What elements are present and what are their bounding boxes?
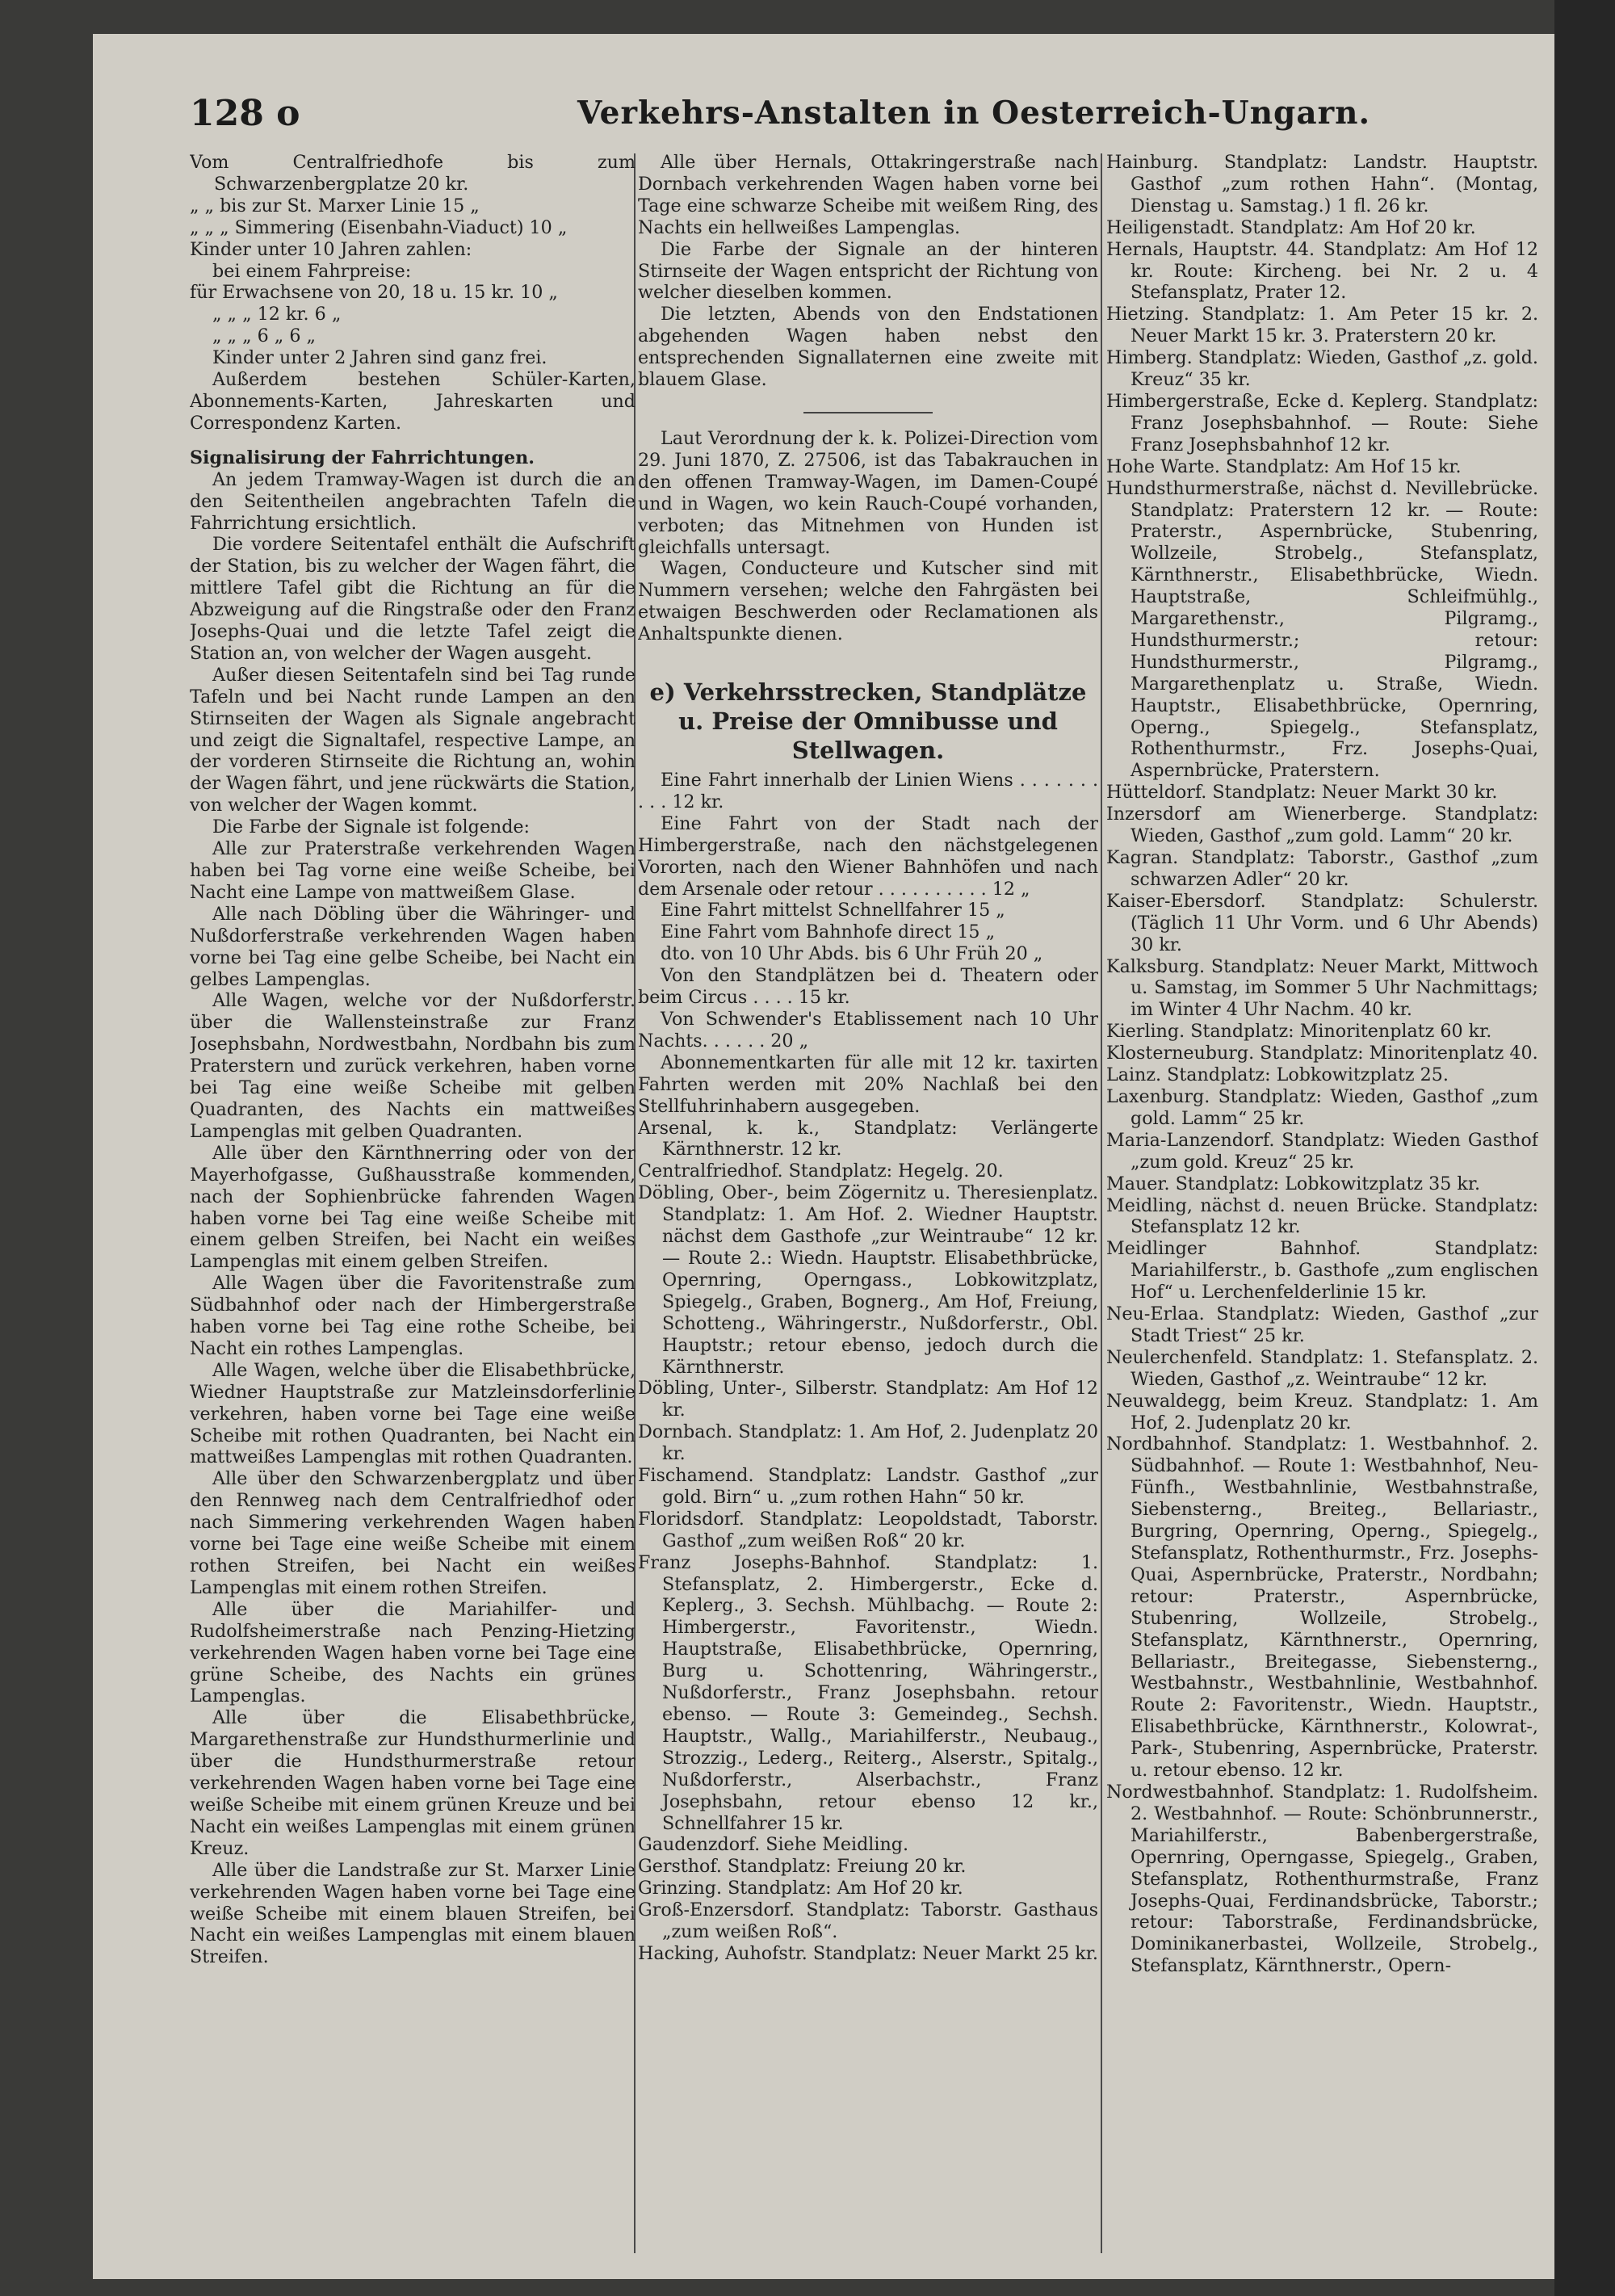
directory-entry: Groß-Enzersdorf. Standplatz: Taborstr. Gasthaus „zum weißen Roß“.: [638, 1899, 1098, 1943]
directory-entry: Lainz. Standplatz: Lobkowitzplatz 25.: [1106, 1064, 1449, 1086]
fare-line: bei einem Fahrpreise:: [212, 260, 412, 282]
fare-line: für Erwachsene von 20, 18 u. 15 kr. 10 „: [190, 282, 558, 304]
paragraph: Alle Wagen über die Favoritenstraße zum Südbahnhof oder nach der Himbergerstraße haben vorne bei Tag eine rothe Scheibe, bei Nacht ein rothes Lampenglas.: [190, 1273, 636, 1359]
directory-entry: Himberg. Standplatz: Wieden, Gasthof „z. gold. Kreuz“ 35 kr.: [1106, 347, 1538, 391]
directory-entry: Kaiser-Ebersdorf. Standplatz: Schulerstr. (Täglich 11 Uhr Vorm. und 6 Uhr Abends) 30 kr.: [1106, 890, 1538, 955]
directory-entry: Grinzing. Standplatz: Am Hof 20 kr.: [638, 1878, 963, 1899]
directory-entry: Hainburg. Standplatz: Landstr. Hauptstr. Gasthof „zum rothen Hahn“. (Montag, Dienstag u. Samstag.) 1 fl. 26 kr.: [1106, 152, 1538, 216]
directory-entry: Hohe Warte. Standplatz: Am Hof 15 kr.: [1106, 455, 1462, 477]
directory-entry: Mauer. Standplatz: Lobkowitzplatz 35 kr.: [1106, 1173, 1481, 1194]
fare-line: „ „ bis zur St. Marxer Linie 15 „: [190, 195, 480, 216]
fare-line: „ „ „ 6 „ 6 „: [212, 325, 317, 347]
column-middle: [638, 152, 1098, 2260]
paragraph: An jedem Tramway-Wagen ist durch die an den Seitentheilen angebrachten Tafeln die Fahrrichtung ersichtlich.: [190, 468, 636, 534]
paragraph: Alle über die Mariahilfer- und Rudolfsheimerstraße nach Penzing-Hietzing verkehrenden Wagen haben vorne bei Tage eine grüne Scheibe, des Nachts ein grünes Lampenglas.: [190, 1598, 636, 1707]
column-left: [190, 152, 636, 2260]
directory-entry: Klosterneuburg. Standplatz: Minoritenplatz 40.: [1106, 1043, 1538, 1064]
section-subheading: Signalisirung der Fahrrichtungen.: [190, 447, 535, 468]
directory-entry: Kagran. Standplatz: Taborstr., Gasthof „zum schwarzen Adler“ 20 kr.: [1106, 847, 1538, 890]
directory-entry: Gersthof. Standplatz: Freiung 20 kr.: [638, 1856, 967, 1878]
paragraph: Alle über die Elisabethbrücke, Margarethenstraße zur Hundsthurmerlinie und über die Hundsthurmerstraße retour verkehrenden Wagen haben vorne bei Tage eine weiße Scheibe mit einem grünen Kreuze und bei Nacht ein weißes Lampenglas mit einem grünen Kreuz.: [190, 1707, 636, 1859]
directory-entry: Dornbach. Standplatz: 1. Am Hof, 2. Judenplatz 20 kr.: [638, 1421, 1098, 1465]
directory-entry: Neu-Erlaa. Standplatz: Wieden, Gasthof „zur Stadt Triest“ 25 kr.: [1106, 1303, 1538, 1346]
column-rule: [1101, 153, 1102, 2253]
paragraph: Die Farbe der Signale ist folgende:: [212, 816, 531, 838]
directory-entry: Maria-Lanzendorf. Standplatz: Wieden Gasthof „zum gold. Kreuz“ 25 kr.: [1106, 1129, 1538, 1173]
fare-line: „ „ „ 12 kr. 6 „: [212, 304, 342, 325]
fare-line: Vom Centralfriedhofe bis zum Schwarzenbergplatze 20 kr.: [190, 152, 636, 195]
paragraph: Alle über den Schwarzenbergplatz und über den Rennweg nach dem Centralfriedhof oder nach Simmering verkehrenden Wagen haben vorne bei Tage eine weiße Scheibe mit einem rothen Streifen, bei Nacht ein weißes Lampenglas mit einem rothen Streifen.: [190, 1468, 636, 1598]
directory-entry: Inzersdorf am Wienerberge. Standplatz: Wieden, Gasthof „zum gold. Lamm“ 20 kr.: [1106, 804, 1538, 847]
separator-rule: [803, 412, 933, 413]
directory-entry: Kalksburg. Standplatz: Neuer Markt, Mittwoch u. Samstag, im Sommer 5 Uhr Nachmittags; im Winter 4 Uhr Nachm. 40 kr.: [1106, 955, 1538, 1021]
paragraph: Außer diesen Seitentafeln sind bei Tag runde Tafeln und bei Nacht runde Lampen an den Stirnseiten der Wagen als Signale angebracht und zeigt die Signaltafel, respective Lampe, an der vorderen Stirnseite die Richtung an, wohin der Wagen fährt, und jene rückwärts die Station, von welcher der Wagen kommt.: [190, 664, 636, 816]
paragraph: Alle Wagen, welche vor der Nußdorferstr. über die Wallensteinstraße zur Franz Josephsbahn, Nordwestbahn, Nordbahn bis zum Praterstern und zurück verkehren, haben vorne bei Tag eine weiße Scheibe mit gelben Quadranten, des Nachts ein mattweißes Lampenglas mit gelben Quadranten.: [190, 990, 636, 1142]
paragraph: Alle Wagen, welche über die Elisabethbrücke, Wiedner Hauptstraße zur Matzleinsdorferlinie verkehren, haben vorne bei Tage eine weiße Scheibe mit rothen Quadranten, bei Nacht ein mattweißes Lampenglas mit rothen Quadranten.: [190, 1359, 636, 1468]
directory-entry: Meidling, nächst d. neuen Brücke. Standplatz: Stefansplatz 12 kr.: [1106, 1194, 1538, 1238]
paragraph: Die letzten, Abends von den Endstationen abgehenden Wagen haben nebst den entsprechenden Signallaternen eine zweite mit blauem Glase.: [638, 304, 1098, 391]
paragraph: Wagen, Conducteure und Kutscher sind mit Nummern versehen; welche den Fahrgästen bei etwaigen Beschwerden oder Reclamationen als Anhaltspunkte dienen.: [638, 558, 1098, 645]
fare-line: Eine Fahrt mittelst Schnellfahrer 15 „: [661, 900, 1005, 921]
directory-entry: Hundsthurmerstraße, nächst d. Nevillebrücke. Standplatz: Praterstern 12 kr. — Route: Praterstr., Aspernbrücke, Stubenring, Wollzeile, Strobelg., Stefansplatz, Kärnthnerstr., Elisabethbrücke, Wiedn. Hauptstraße, Schleifmühlg., Margarethenstr., Pilgramg., Hundsthurmerstr.; retour: Hundsthurmerstr., Pilgramg., Margarethenplatz u. Straße, Wiedn. Hauptstr., Elisabethbrücke, Opernring, Operng., Spiegelg., Stefansplatz, Rothenthurmstr., Frz. Josephs-Quai, Aspernbrücke, Praterstern.: [1106, 477, 1538, 782]
paragraph: Außerdem bestehen Schüler-Karten, Abonnements-Karten, Jahreskarten und Correspondenz Karten.: [190, 369, 636, 434]
section-heading: e) Verkehrsstrecken, Standplätze u. Preise der Omnibusse und Stellwagen.: [649, 678, 1087, 765]
directory-entry: Gaudenzdorf. Siehe Meidling.: [638, 1834, 909, 1856]
running-header: [190, 93, 1538, 141]
fare-line: Kinder unter 10 Jahren zahlen:: [190, 238, 472, 260]
paragraph: Alle nach Döbling über die Währinger- und Nußdorferstraße verkehrenden Wagen haben vorne bei Tag eine gelbe Scheibe, bei Nacht ein gelbes Lampenglas.: [190, 903, 636, 990]
directory-entry: Heiligenstadt. Standplatz: Am Hof 20 kr.: [1106, 216, 1476, 238]
paragraph: Kinder unter 2 Jahren sind ganz frei.: [212, 347, 547, 369]
directory-entry: Himbergerstraße, Ecke d. Keplerg. Standplatz: Franz Josephsbahnhof. — Route: Siehe Franz Josephsbahnhof 12 kr.: [1106, 390, 1538, 455]
directory-entry: Nordbahnhof. Standplatz: 1. Westbahnhof. 2. Südbahnhof. — Route 1: Westbahnhof, Neu-Fünfh., Westbahnlinie, Westbahnstraße, Siebensterng., Breiteg., Bellariastr., Burgring, Opernring, Operng., Spiegelg., Stefansplatz, Rothenthurmstr., Frz. Josephs-Quai, Aspernbrücke, Praterstr., Nordbahn; retour: Praterstr., Aspernbrücke, Stubenring, Wollzeile, Strobelg., Stefansplatz, Kärnthnerstr., Opernring, Bellariastr., Breitegasse, Siebensterng., Westbahnstr., Westbahnlinie, Westbahnhof. Route 2: Favoritenstr., Wiedn. Hauptstr., Elisabethbrücke, Kärnthnerstr., Kolowrat-, Park-, Stubenring, Aspernbrücke, Praterstr. u. retour ebenso. 12 kr.: [1106, 1433, 1538, 1782]
page-title: Verkehrs-Anstalten in Oesterreich-Ungarn.: [577, 94, 1371, 132]
directory-entry: Hietzing. Standplatz: 1. Am Peter 15 kr. 2. Neuer Markt 15 kr. 3. Praterstern 20 kr.: [1106, 304, 1538, 347]
paragraph: Laut Verordnung der k. k. Polizei-Direction vom 29. Juni 1870, Z. 27506, ist das Tabakrauchen in den offenen Tramway-Wagen, im Damen-Coupé und in Wagen, wo kein Rauch-Coupé vorhanden, verboten; das Mitnehmen von Hunden ist gleichfalls untersagt.: [638, 427, 1098, 558]
paragraph: Alle zur Praterstraße verkehrenden Wagen haben bei Tag vorne eine weiße Scheibe, bei Nacht eine Lampe von mattweißem Glase.: [190, 838, 636, 903]
fare-line: dto. von 10 Uhr Abds. bis 6 Uhr Früh 20 „: [661, 943, 1043, 965]
paragraph: Die vordere Seitentafel enthält die Aufschrift der Station, bis zu welcher der Wagen fährt, die mittlere Tafel gibt die Richtung an für die Abzweigung auf die Ringstraße oder den Franz Josephs-Quai und die letzte Tafel zeigt die Station an, von welcher der Wagen ausgeht.: [190, 534, 636, 664]
directory-entry: Hacking, Auhofstr. Standplatz: Neuer Markt 25 kr.: [638, 1942, 1098, 1964]
fare-line: Von den Standplätzen bei d. Theatern oder beim Circus . . . . 15 kr.: [638, 965, 1098, 1009]
directory-entry: Döbling, Unter-, Silberstr. Standplatz: Am Hof 12 kr.: [638, 1378, 1098, 1421]
directory-entry: Döbling, Ober-, beim Zögernitz u. Theresienplatz. Standplatz: 1. Am Hof. 2. Wiedner Hauptstr. nächst dem Gasthofe „zur Weintraube“ 12 kr. — Route 2.: Wiedn. Hauptstr. Elisabethbrücke, Opernring, Operngass., Lobkowitzplatz, Spiegelg., Graben, Bognerg., Am Hof, Freiung, Schotteng., Währingerstr., Nußdorferstr., Obl. Hauptstr.; retour ebenso, jedoch durch die Kärnthnerstr.: [638, 1182, 1098, 1378]
directory-entry: Hütteldorf. Standplatz: Neuer Markt 30 kr.: [1106, 782, 1498, 804]
book-spine: [1554, 0, 1615, 2296]
fare-line: Eine Fahrt von der Stadt nach der Himbergerstraße, nach den nächstgelegenen Vororten, nach den Wiener Bahnhöfen und nach dem Arsenale oder retour . . . . . . . . . . 12 „: [638, 812, 1098, 900]
directory-entry: Neuwaldegg, beim Kreuz. Standplatz: 1. Am Hof, 2. Judenplatz 20 kr.: [1106, 1390, 1538, 1433]
page-number: 128 o: [190, 93, 300, 134]
directory-entry: Fischamend. Standplatz: Landstr. Gasthof „zur gold. Birn“ u. „zum rothen Hahn“ 50 kr.: [638, 1465, 1098, 1508]
directory-entry: Kierling. Standplatz: Minoritenplatz 60 kr.: [1106, 1021, 1492, 1043]
directory-entry: Franz Josephs-Bahnhof. Standplatz: 1. Stefansplatz, 2. Himbergerstr., Ecke d. Keplerg., 3. Sechsh. Mühlbachg. — Route 2: Himbergerstr., Favoritenstr., Wiedn. Hauptstraße, Elisabethbrücke, Opernring, Burg u. Schottenring, Währingerstr., Nußdorferstr., Franz Josephsbahn. retour ebenso. — Route 3: Gemeindeg., Sechsh. Hauptstr., Wallg., Mariahilferstr., Neubaug., Strozzig., Lederg., Reiterg., Alserstr., Spitalg., Nußdorferstr., Alserbachstr., Franz Josephsbahn, retour ebenso 12 kr., Schnellfahrer 15 kr.: [638, 1551, 1098, 1834]
directory-entry: Neulerchenfeld. Standplatz: 1. Stefansplatz. 2. Wieden, Gasthof „z. Weintraube“ 12 kr.: [1106, 1346, 1538, 1390]
fare-line: Von Schwender's Etablissement nach 10 Uhr Nachts. . . . . . 20 „: [638, 1009, 1098, 1051]
directory-entry: Arsenal, k. k., Standplatz: Verlängerte Kärnthnerstr. 12 kr.: [638, 1117, 1098, 1161]
paragraph: Alle über den Kärnthnerring oder von der Mayerhofgasse, Gußhausstraße kommenden, nach der Sophienbrücke fahrenden Wagen haben vorne bei Tag eine weiße Scheibe mit einem gelben Streifen, bei Nacht ein weißes Lampenglas mit einem gelben Streifen.: [190, 1142, 636, 1273]
fare-line: „ „ „ Simmering (Eisenbahn-Viaduct) 10 „: [190, 216, 568, 238]
fare-line: Eine Fahrt innerhalb der Linien Wiens . . . . . . . . . . 12 kr.: [638, 770, 1098, 812]
fare-line: Eine Fahrt vom Bahnhofe direct 15 „: [661, 921, 996, 943]
directory-entry: Centralfriedhof. Standplatz: Hegelg. 20.: [638, 1161, 1004, 1182]
directory-entry: Hernals, Hauptstr. 44. Standplatz: Am Hof 12 kr. Route: Kircheng. bei Nr. 2 u. 4 Stefansplatz, Prater 12.: [1106, 238, 1538, 304]
paragraph: Die Farbe der Signale an der hinteren Stirnseite der Wagen entspricht der Richtung von welcher dieselben kommen.: [638, 238, 1098, 304]
directory-entry: Laxenburg. Standplatz: Wieden, Gasthof „zum gold. Lamm“ 25 kr.: [1106, 1085, 1538, 1129]
paragraph: Alle über Hernals, Ottakringerstraße nach Dornbach verkehrenden Wagen haben vorne bei Tage eine schwarze Scheibe mit weißem Ring, des Nachts ein hellweißes Lampenglas.: [638, 152, 1098, 238]
directory-entry: Floridsdorf. Standplatz: Leopoldstadt, Taborstr. Gasthof „zum weißen Roß“ 20 kr.: [638, 1508, 1098, 1551]
paragraph: Abonnementkarten für alle mit 12 kr. taxirten Fahrten werden mit 20% Nachlaß bei den Stellfuhrinhabern ausgegeben.: [638, 1051, 1098, 1117]
directory-entry: Nordwestbahnhof. Standplatz: 1. Rudolfsheim. 2. Westbahnhof. — Route: Schönbrunnerstr., Mariahilferstr., Babenbergerstraße, Opernring, Operngasse, Spiegelg., Graben, Stefansplatz, Rothenthurmstraße, Franz Josephs-Quai, Ferdinandsbrücke, Taborstr.; retour: Taborstraße, Ferdinandsbrücke, Dominikanerbastei, Wollzeile, Strobelg., Stefansplatz, Kärnthnerstr., Opern-: [1106, 1781, 1538, 1977]
paragraph: Alle über die Landstraße zur St. Marxer Linie verkehrenden Wagen haben vorne bei Tage eine weiße Scheibe mit einem blauen Streifen, bei Nacht ein weißes Lampenglas mit einem blauen Streifen.: [190, 1859, 636, 1968]
column-right: [1106, 152, 1538, 2260]
directory-entry: Meidlinger Bahnhof. Standplatz: Mariahilferstr., b. Gasthofe „zum englischen Hof“ u. Lerchenfelderlinie 15 kr.: [1106, 1238, 1538, 1303]
